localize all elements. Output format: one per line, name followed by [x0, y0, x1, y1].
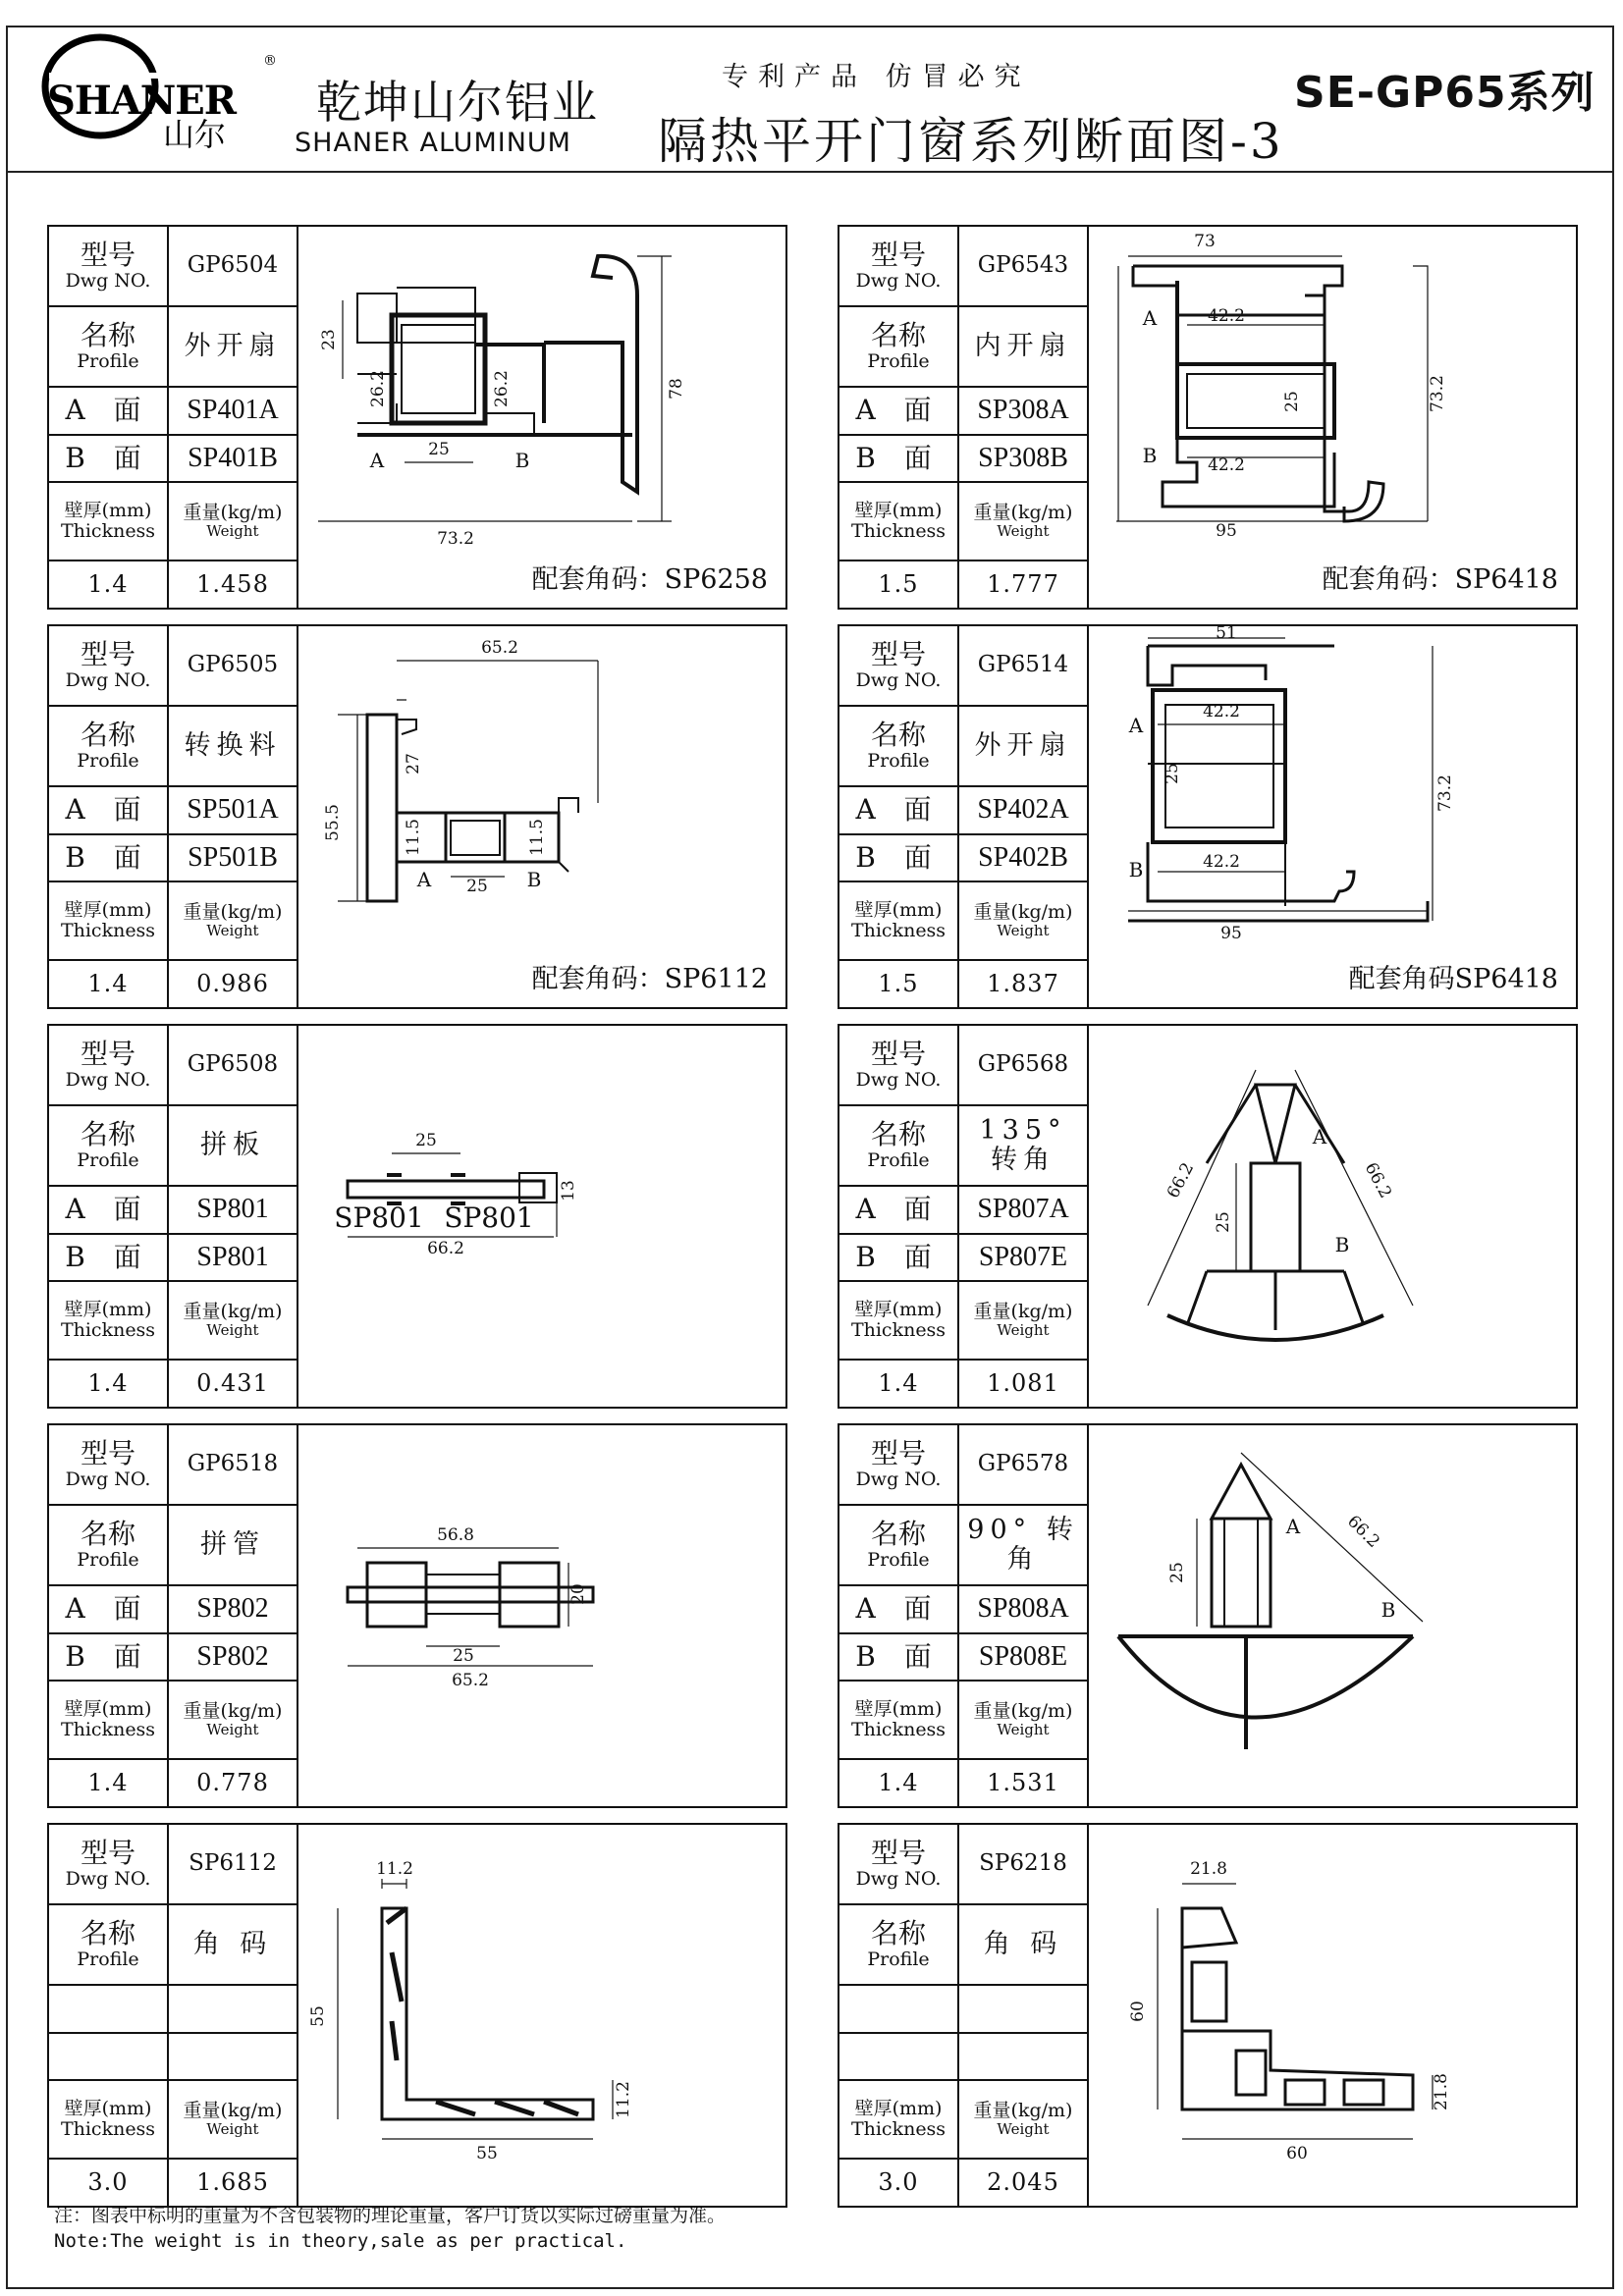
dim-label: 26.2 [492, 370, 512, 407]
face-b-value: SP308B [959, 436, 1089, 483]
face-a-value: SP801 [169, 1187, 298, 1235]
thickness-label: 壁厚(mm) Thickness [839, 483, 959, 561]
company-name-en: SHANER ALUMINUM [295, 128, 571, 158]
dim-label: 73.2 [1435, 774, 1455, 812]
dwg-number: SP6112 [169, 1825, 298, 1905]
dim-label: 26.2 [368, 370, 388, 407]
profile-name: 90° 转角 [959, 1506, 1089, 1586]
weight-value: 1.777 [959, 561, 1089, 608]
face-a-value: SP401A [169, 388, 298, 436]
logo-subtext: 山尔 [163, 116, 227, 153]
face-b-value [959, 2034, 1089, 2081]
weight-label: 重量(kg/m) Weight [959, 882, 1089, 961]
face-a-label: A 面 [839, 388, 959, 436]
face-a-label [839, 1986, 959, 2034]
dwg-number: GP6505 [169, 626, 298, 707]
profile-card-gp6514 [838, 624, 1578, 1009]
profile-label: 名称 Profile [49, 307, 169, 388]
face-a-value: SP501A [169, 787, 298, 835]
face-a-value: SP308A [959, 388, 1089, 436]
profile-label: 名称 Profile [839, 1506, 959, 1586]
face-b-value: SP807E [959, 1235, 1089, 1282]
profile-label: 名称 Profile [49, 707, 169, 787]
dwg-label: 型号 Dwg NO. [49, 227, 169, 307]
profile-drawing [298, 626, 785, 1007]
thickness-label: 壁厚(mm) Thickness [49, 882, 169, 961]
dwg-label: 型号 Dwg NO. [49, 1425, 169, 1506]
face-b-value: SP801 [169, 1235, 298, 1282]
dim-label: 73.2 [1428, 375, 1447, 412]
profile-name: 角 码 [169, 1905, 298, 1986]
dwg-number: GP6508 [169, 1026, 298, 1106]
dwg-number: GP6543 [959, 227, 1089, 307]
weight-label: 重量(kg/m) Weight [959, 1282, 1089, 1361]
dim-label: 66.2 [1343, 1512, 1383, 1552]
spec-table [49, 1026, 298, 1407]
face-a-label: A 面 [49, 1586, 169, 1634]
weight-value: 1.081 [959, 1361, 1089, 1407]
dim-label: 55 [308, 2005, 328, 2027]
dim-label: 65.2 [481, 638, 518, 658]
face-marker: A [369, 449, 385, 472]
face-b-label: B 面 [839, 1634, 959, 1682]
dim-label: 13 [559, 1180, 578, 1201]
face-b-value: SP402B [959, 835, 1089, 882]
profile-name: 拼管 [169, 1506, 298, 1586]
profile-card-sp6218 [838, 1823, 1578, 2208]
spec-table [49, 626, 298, 1007]
profile-label: 名称 Profile [49, 1905, 169, 1986]
weight-label: 重量(kg/m) Weight [169, 483, 298, 561]
corner-code: 配套角码：SP6258 [531, 564, 768, 595]
dim-label: 42.2 [1203, 852, 1240, 872]
face-marker: B [1128, 858, 1144, 881]
thickness-value: 1.5 [839, 961, 959, 1007]
spec-table [839, 626, 1089, 1007]
face-marker: B [514, 449, 530, 472]
face-marker: B [526, 868, 542, 891]
dim-label: 11.2 [376, 1859, 413, 1879]
dim-label: 66.2 [1163, 1159, 1199, 1202]
dim-label: 55 [476, 2144, 498, 2163]
profile-drawing [1089, 1825, 1576, 2206]
page-title: 隔热平开门窗系列断面图-3 [658, 113, 1284, 170]
profile-drawing [298, 1825, 785, 2206]
face-marker: A [1312, 1125, 1327, 1148]
weight-value: 0.986 [169, 961, 298, 1007]
dim-label: 25 [415, 1131, 437, 1150]
thickness-label: 壁厚(mm) Thickness [839, 2081, 959, 2160]
dim-label: 73.2 [437, 529, 474, 549]
logo-text: SHANER [47, 78, 237, 124]
face-b-label: B 面 [839, 835, 959, 882]
face-a-label: A 面 [49, 388, 169, 436]
dim-label: 66.2 [427, 1239, 464, 1258]
dim-label: 21.8 [1432, 2073, 1451, 2110]
weight-value: 0.431 [169, 1361, 298, 1407]
face-a-label [49, 1986, 169, 2034]
logo-registered: ® [263, 53, 277, 69]
thickness-value: 1.4 [839, 1760, 959, 1806]
face-a-value: SP402A [959, 787, 1089, 835]
profile-card-gp6504 [47, 225, 787, 610]
face-b-value: SP501B [169, 835, 298, 882]
spec-table [839, 227, 1089, 608]
thickness-label: 壁厚(mm) Thickness [49, 2081, 169, 2160]
thickness-label: 壁厚(mm) Thickness [49, 1682, 169, 1760]
weight-value: 0.778 [169, 1760, 298, 1806]
dwg-label: 型号 Dwg NO. [49, 1026, 169, 1106]
face-b-value [169, 2034, 298, 2081]
thickness-value: 1.4 [49, 961, 169, 1007]
weight-label: 重量(kg/m) Weight [959, 483, 1089, 561]
dim-label: 42.2 [1208, 455, 1245, 475]
weight-value: 1.837 [959, 961, 1089, 1007]
face-b-label: B 面 [839, 1235, 959, 1282]
thickness-value: 1.4 [839, 1361, 959, 1407]
dim-label: 11.5 [404, 819, 423, 856]
footer-note-en: Note:The weight is in theory,sale as per practical. [54, 2230, 627, 2252]
dim-label: 20 [568, 1583, 588, 1605]
dim-label: 23 [319, 329, 339, 350]
dim-label: 60 [1128, 2001, 1148, 2022]
profile-label: 名称 Profile [839, 1106, 959, 1187]
face-b-label: B 面 [49, 1634, 169, 1682]
dwg-label: 型号 Dwg NO. [49, 1825, 169, 1905]
spec-table [839, 1825, 1089, 2206]
face-a-value: SP807A [959, 1187, 1089, 1235]
patent-notice: 专利产品 仿冒必究 [722, 62, 1031, 92]
face-b-label: B 面 [49, 1235, 169, 1282]
profile-label: 名称 Profile [49, 1106, 169, 1187]
dwg-number: GP6578 [959, 1425, 1089, 1506]
shaner-logo [39, 31, 277, 153]
face-a-label: A 面 [839, 787, 959, 835]
thickness-value: 3.0 [839, 2160, 959, 2206]
profile-card-gp6518 [47, 1423, 787, 1808]
weight-label: 重量(kg/m) Weight [959, 1682, 1089, 1760]
dim-label: 42.2 [1208, 306, 1245, 326]
profile-name: 外开扇 [959, 707, 1089, 787]
thickness-label: 壁厚(mm) Thickness [49, 483, 169, 561]
company-name-cn: 乾坤山尔铝业 [316, 76, 599, 129]
profile-card-gp6578 [838, 1423, 1578, 1808]
profile-card-sp6112 [47, 1823, 787, 2208]
footer-note-cn: 注：图表中标明的重量为不含包装物的理论重量，客户订货以实际过磅重量为准。 [54, 2205, 727, 2226]
face-a-label: A 面 [839, 1187, 959, 1235]
face-marker: B [1334, 1233, 1350, 1256]
profile-name: 135° 转角 [959, 1106, 1089, 1187]
face-b-value: SP401B [169, 436, 298, 483]
dim-label: 25 [1167, 1562, 1187, 1583]
face-a-label: A 面 [49, 787, 169, 835]
weight-label: 重量(kg/m) Weight [169, 1282, 298, 1361]
spec-table [839, 1026, 1089, 1407]
weight-value: 1.685 [169, 2160, 298, 2206]
profile-drawing [1089, 623, 1576, 1007]
weight-value: 2.045 [959, 2160, 1089, 2206]
face-b-value: SP802 [169, 1634, 298, 1682]
thickness-label: 壁厚(mm) Thickness [839, 1282, 959, 1361]
dim-label: 65.2 [452, 1671, 489, 1690]
profile-name: 角 码 [959, 1905, 1089, 1986]
profile-drawing [1089, 1026, 1576, 1407]
face-a-value [169, 1986, 298, 2034]
dwg-label: 型号 Dwg NO. [839, 1026, 959, 1106]
profile-card-gp6505 [47, 624, 787, 1009]
profile-card-gp6568 [838, 1024, 1578, 1409]
weight-value: 1.458 [169, 561, 298, 608]
profile-label: 名称 Profile [49, 1506, 169, 1586]
dim-label: 25 [1282, 391, 1302, 412]
profile-card-gp6508 [47, 1024, 787, 1409]
dim-label: 25 [453, 1646, 474, 1666]
weight-label: 重量(kg/m) Weight [169, 882, 298, 961]
thickness-value: 1.4 [49, 1361, 169, 1407]
face-marker: A [1285, 1515, 1301, 1538]
corner-code: 配套角码SP6418 [1348, 964, 1558, 994]
face-marker: A [1142, 306, 1158, 330]
profile-name: 外开扇 [169, 307, 298, 388]
face-b-value: SP808E [959, 1634, 1089, 1682]
face-marker: B [1380, 1598, 1396, 1622]
thickness-label: 壁厚(mm) Thickness [839, 882, 959, 961]
dim-label: 66.2 [1360, 1159, 1396, 1202]
weight-label: 重量(kg/m) Weight [169, 2081, 298, 2160]
corner-code: 配套角码：SP6418 [1322, 564, 1558, 595]
face-b-label: B 面 [49, 436, 169, 483]
profile-name: 拼板 [169, 1106, 298, 1187]
profile-label: 名称 Profile [839, 307, 959, 388]
strip-label-a: SP801 [334, 1201, 424, 1234]
dim-label: 11.2 [614, 2081, 633, 2118]
spec-table [49, 227, 298, 608]
face-marker: B [1142, 444, 1158, 467]
strip-label-b: SP801 [444, 1201, 534, 1234]
dim-label: 42.2 [1203, 702, 1240, 721]
dwg-number: GP6504 [169, 227, 298, 307]
profile-name: 内开扇 [959, 307, 1089, 388]
dwg-label: 型号 Dwg NO. [839, 1825, 959, 1905]
profile-label: 名称 Profile [839, 707, 959, 787]
thickness-value: 1.4 [49, 561, 169, 608]
thickness-value: 1.5 [839, 561, 959, 608]
dwg-label: 型号 Dwg NO. [49, 626, 169, 707]
dwg-number: SP6218 [959, 1825, 1089, 1905]
dim-label: 95 [1220, 924, 1242, 943]
dim-label: 56.8 [437, 1525, 474, 1545]
thickness-label: 壁厚(mm) Thickness [839, 1682, 959, 1760]
thickness-value: 3.0 [49, 2160, 169, 2206]
face-b-label [49, 2034, 169, 2081]
spec-table [49, 1825, 298, 2206]
profile-drawing [298, 1425, 785, 1806]
dwg-label: 型号 Dwg NO. [839, 227, 959, 307]
dwg-number: GP6568 [959, 1026, 1089, 1106]
dim-label: 25 [1214, 1211, 1233, 1233]
profile-drawing [298, 227, 785, 608]
series-name: SE-GP65系列 [1294, 68, 1596, 118]
spec-table [49, 1425, 298, 1806]
profile-name: 转换料 [169, 707, 298, 787]
profile-drawing [1089, 227, 1576, 608]
face-a-value: SP802 [169, 1586, 298, 1634]
dim-label: 25 [1163, 763, 1182, 784]
profile-card-gp6543 [838, 225, 1578, 610]
face-a-label: A 面 [49, 1187, 169, 1235]
thickness-label: 壁厚(mm) Thickness [49, 1282, 169, 1361]
dim-label: 78 [667, 378, 686, 400]
dwg-label: 型号 Dwg NO. [839, 626, 959, 707]
dwg-number: GP6518 [169, 1425, 298, 1506]
dim-label: 95 [1216, 521, 1237, 541]
face-b-label [839, 2034, 959, 2081]
face-b-label: B 面 [49, 835, 169, 882]
dim-label: 55.5 [323, 804, 343, 841]
corner-code: 配套角码：SP6112 [531, 964, 768, 994]
dim-label: 25 [466, 877, 488, 896]
dim-label: 11.5 [527, 819, 547, 856]
face-a-label: A 面 [839, 1586, 959, 1634]
dim-label: 25 [428, 440, 450, 459]
dwg-label: 型号 Dwg NO. [839, 1425, 959, 1506]
face-a-value: SP808A [959, 1586, 1089, 1634]
dim-label: 51 [1216, 623, 1237, 643]
dwg-number: GP6514 [959, 626, 1089, 707]
face-marker: A [416, 868, 432, 891]
dim-label: 21.8 [1190, 1859, 1227, 1879]
thickness-value: 1.4 [49, 1760, 169, 1806]
profile-drawing [1089, 1425, 1576, 1806]
face-a-value [959, 1986, 1089, 2034]
profile-label: 名称 Profile [839, 1905, 959, 1986]
weight-value: 1.531 [959, 1760, 1089, 1806]
face-marker: A [1128, 714, 1144, 737]
dim-label: 73 [1194, 232, 1216, 251]
profile-drawing [298, 1026, 785, 1407]
face-b-label: B 面 [839, 436, 959, 483]
weight-label: 重量(kg/m) Weight [169, 1682, 298, 1760]
spec-table [839, 1425, 1089, 1806]
weight-label: 重量(kg/m) Weight [959, 2081, 1089, 2160]
dim-label: 27 [404, 753, 423, 774]
dim-label: 60 [1286, 2144, 1308, 2163]
